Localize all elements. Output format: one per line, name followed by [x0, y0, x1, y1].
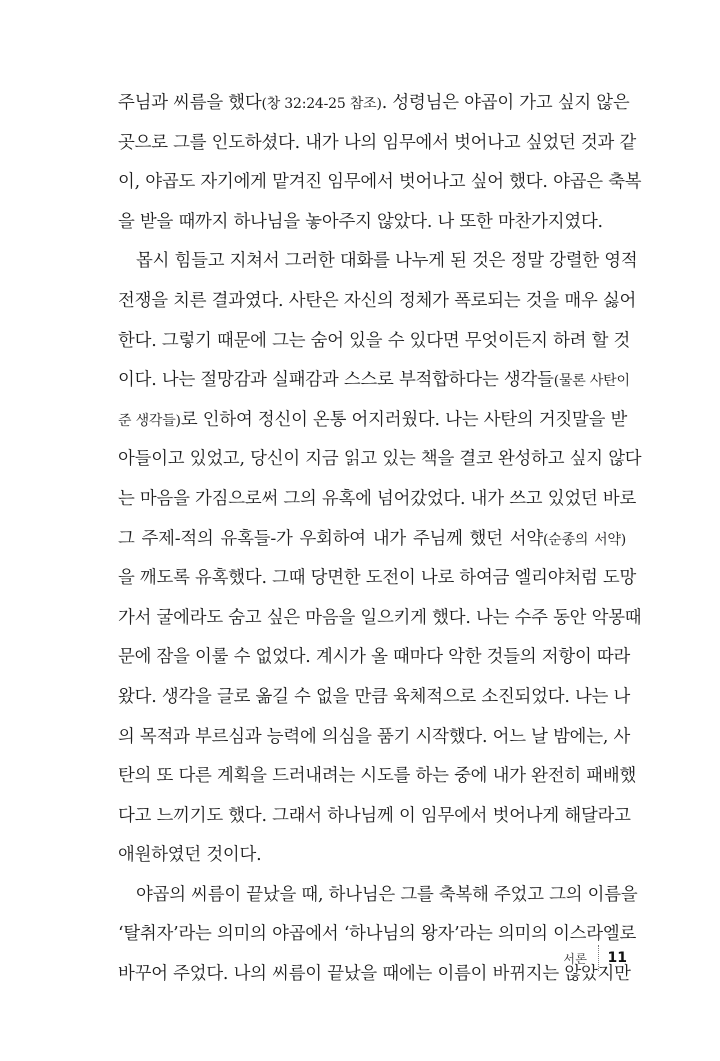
text-run: 을 받을 때까지 하나님을 놓아주지 않았다. 나 또한 마찬가지였다.	[118, 211, 603, 232]
citation-text: (순종의 서약)	[543, 531, 626, 548]
text-run: 왔다. 생각을 글로 옮길 수 없을 만큼 육체적으로 소진되었다. 나는 나	[118, 686, 631, 707]
text-line	[118, 638, 631, 678]
text-line	[118, 797, 631, 837]
text-run: 로 인하여 정신이 온통 어지러웠다. 나는 사탄의 거짓말을 받	[180, 409, 628, 430]
paragraph	[118, 84, 642, 242]
text-line	[118, 599, 642, 639]
text-run: 야곱의 씨름이 끝났을 때, 하나님은 그를 축복해 주었고 그의 이름을	[136, 884, 638, 905]
text-line	[118, 401, 626, 441]
text-run: . 성령님은 야곱이 가고 싶지 않은	[381, 93, 630, 113]
text-line	[118, 84, 630, 124]
paragraph	[118, 242, 642, 876]
text-line	[118, 282, 637, 322]
text-run: 주님과 씨름을 했다	[118, 93, 262, 113]
page-number: 11	[607, 950, 627, 966]
text-run: 가서 굴에라도 숨고 싶은 마음을 일으키게 했다. 나는 수주 동안 악몽때	[118, 607, 642, 628]
text-line	[118, 480, 637, 520]
text-line	[118, 520, 626, 560]
text-run: 문에 잠을 이룰 수 없었다. 계시가 올 때마다 악한 것들의 저항이 따라	[118, 647, 631, 668]
text-run: 곳으로 그를 인도하셨다. 내가 나의 임무에서 벗어나고 싶었던 것과 같	[118, 132, 637, 153]
text-line	[118, 836, 626, 876]
text-run: 이다. 나는 절망감과 실패감과 스스로 부적합하다는 생각들	[118, 370, 554, 391]
citation-text: 준 생각들)	[118, 412, 181, 429]
text-line	[118, 559, 637, 599]
text-line	[118, 203, 626, 243]
text-run: 는 마음을 가짐으로써 그의 유혹에 넘어갔었다. 내가 쓰고 있었던 바로	[118, 488, 637, 509]
text-run: 한다. 그렇기 때문에 그는 숨어 있을 수 있다면 무엇이든지 하려 할 것	[118, 330, 631, 351]
text-run: 바꾸어 주었다. 나의 씨름이 끝났을 때에는 이름이 바뀌지는 않았지만	[118, 964, 631, 985]
text-run: 다고 느끼기도 했다. 그래서 하나님께 이 임무에서 벗어나게 해달라고	[118, 805, 631, 826]
running-footer-section: 서론	[563, 951, 588, 966]
text-line	[118, 876, 638, 916]
text-line	[118, 361, 630, 401]
text-line	[118, 678, 631, 718]
text-run: 애원하였던 것이다.	[118, 845, 262, 866]
text-line	[118, 718, 631, 758]
text-run: 탄의 또 다른 계획을 드러내려는 시도를 하는 중에 내가 완전히 패배했	[118, 766, 637, 787]
citation-text: (창 32:24-25 참조)	[261, 96, 382, 112]
text-line	[118, 163, 642, 203]
page-footer	[563, 945, 627, 971]
text-run: 몹시 힘들고 지쳐서 그러한 대화를 나누게 된 것은 정말 강렬한 영적	[136, 251, 638, 272]
text-run: 전쟁을 치른 결과였다. 사탄은 자신의 정체가 폭로되는 것을 매우 싫어	[118, 290, 637, 311]
text-line	[118, 124, 637, 164]
footer-divider	[598, 945, 599, 971]
text-run: ‘탈취자’라는 의미의 야곱에서 ‘하나님의 왕자’라는 의미의 이스라엘로	[118, 924, 637, 945]
text-run: 을 깨도록 유혹했다. 그때 당면한 도전이 나로 하여금 엘리야처럼 도망	[118, 568, 637, 589]
text-line	[118, 915, 637, 955]
text-line	[118, 242, 638, 282]
text-run: 아들이고 있었고, 당신이 지금 읽고 있는 책을 결코 완성하고 싶지 않다	[118, 449, 642, 470]
citation-text: (물론 사탄이	[553, 373, 630, 390]
text-line	[118, 757, 637, 797]
text-line	[118, 440, 642, 480]
paragraph	[118, 876, 638, 995]
text-line	[118, 322, 631, 362]
body-text	[118, 84, 642, 995]
text-run: 이, 야곱도 자기에게 맡겨진 임무에서 벗어나고 싶어 했다. 야곱은 축복	[118, 172, 642, 193]
text-run: 그 주제-적의 유혹들-가 우회하여 내가 주님께 했던 서약	[118, 528, 543, 549]
text-run: 의 목적과 부르심과 능력에 의심을 품기 시작했다. 어느 날 밤에는, 사	[118, 726, 631, 747]
text-line	[118, 955, 631, 995]
